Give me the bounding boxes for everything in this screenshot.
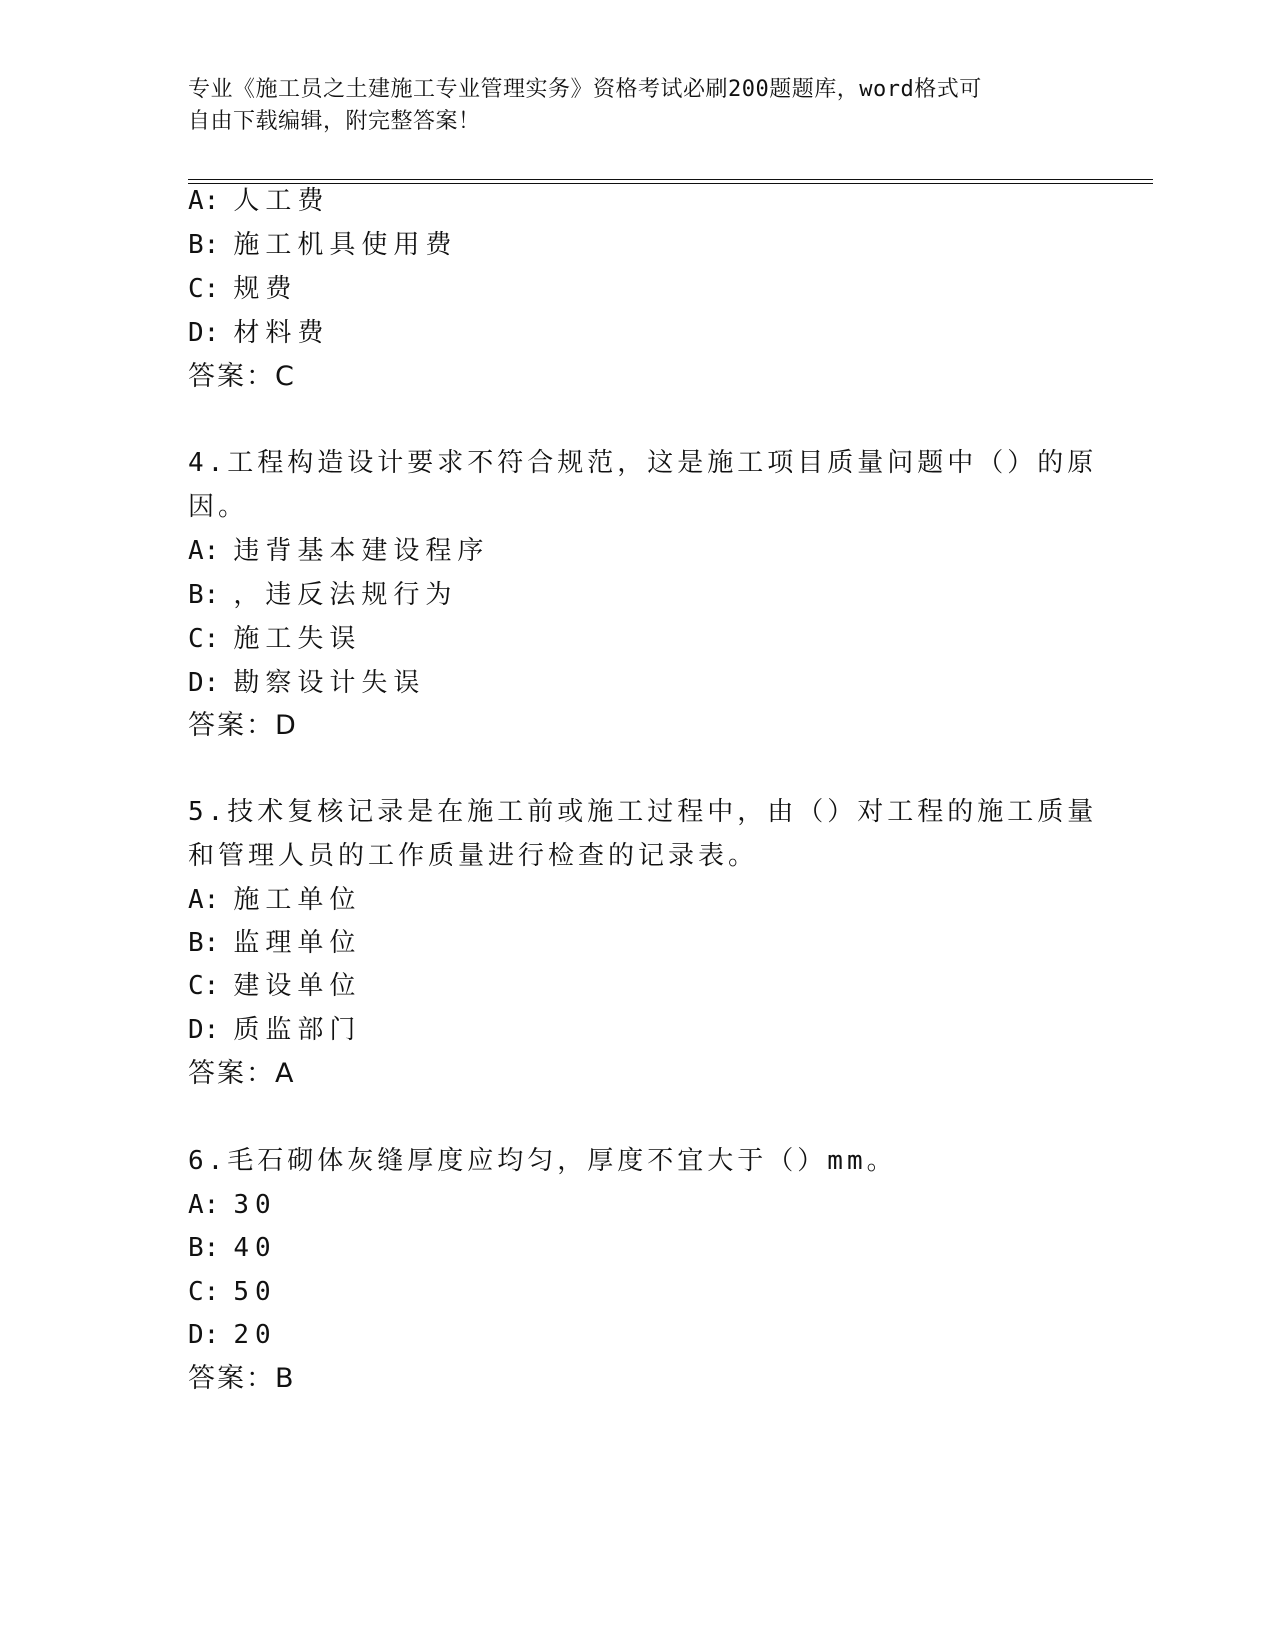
option-label: D: [188,1015,220,1045]
option-label: D: [188,668,220,698]
option-label: D: [188,318,220,348]
option-label: D: [188,1320,220,1350]
option-text: 30 [233,1190,277,1220]
header-line-1: 专业《施工员之土建施工专业管理实务》资格考试必刷200题题库，word格式可 [188,77,982,102]
q4-answer: 答案：D [188,710,298,741]
q5-stem-line-2: 和管理人员的工作质量进行检查的记录表。 [188,841,759,871]
option-label: C: [188,971,220,1001]
option-text: 监理单位 [233,928,362,958]
q6-option-a [188,1190,277,1220]
q5-option-b [188,928,361,958]
q6-option-b [188,1233,277,1263]
q4-option-b [188,580,457,610]
q5-option-d [188,1015,361,1045]
option-label: B: [188,1233,220,1263]
q5-option-c [188,971,361,1001]
option-label: A: [188,885,220,915]
option-label: C: [188,624,220,654]
q6-answer: 答案：B [188,1363,296,1394]
option-text: 勘察设计失误 [233,668,426,698]
option-label: B: [188,928,220,958]
option-text: 材料费 [233,318,330,348]
option-label: A: [188,1190,220,1220]
option-label: B: [188,580,220,610]
option-text: 违背基本建设程序 [233,536,490,566]
option-label: A: [188,536,220,566]
q4-option-c [188,624,361,654]
q4-option-a [188,536,489,566]
q5-stem-line-1: 5.技术复核记录是在施工前或施工过程中，由（）对工程的施工质量 [188,797,1098,827]
q4-stem-line-1: 4.工程构造设计要求不符合规范，这是施工项目质量问题中（）的原 [188,448,1098,478]
header-rule-bottom [188,183,1153,184]
document-header [188,74,1068,138]
q5-answer: 答案：A [188,1058,296,1089]
option-text: 50 [233,1277,277,1307]
option-text: 40 [233,1233,277,1263]
option-text: 施工失误 [233,624,362,654]
q3-option-c [188,274,297,304]
q4-option-d [188,668,425,698]
q3-answer: 答案：C [188,361,296,392]
q5-option-a [188,885,361,915]
option-label: B: [188,230,220,260]
option-label: C: [188,274,220,304]
q3-option-a [188,186,329,216]
option-text: 人工费 [233,186,330,216]
q4-stem-line-2: 因。 [188,492,249,522]
q3-option-b [188,230,457,260]
option-text: 质监部门 [233,1015,362,1045]
option-text: 施工机具使用费 [233,230,458,260]
option-text: 建设单位 [233,971,362,1001]
q6-option-d [188,1320,277,1350]
option-label: A: [188,186,220,216]
option-label: C: [188,1277,220,1307]
q6-stem-line-1: 6.毛石砌体灰缝厚度应均匀，厚度不宜大于（）mm。 [188,1146,897,1176]
q6-option-c [188,1277,277,1307]
option-text: 规费 [233,274,298,304]
option-text: 施工单位 [233,885,362,915]
option-text: ，违反法规行为 [233,580,458,610]
option-text: 20 [233,1320,277,1350]
header-rule-top [188,179,1153,180]
q3-option-d [188,318,329,348]
header-line-2: 自由下载编辑，附完整答案！ [188,109,481,134]
